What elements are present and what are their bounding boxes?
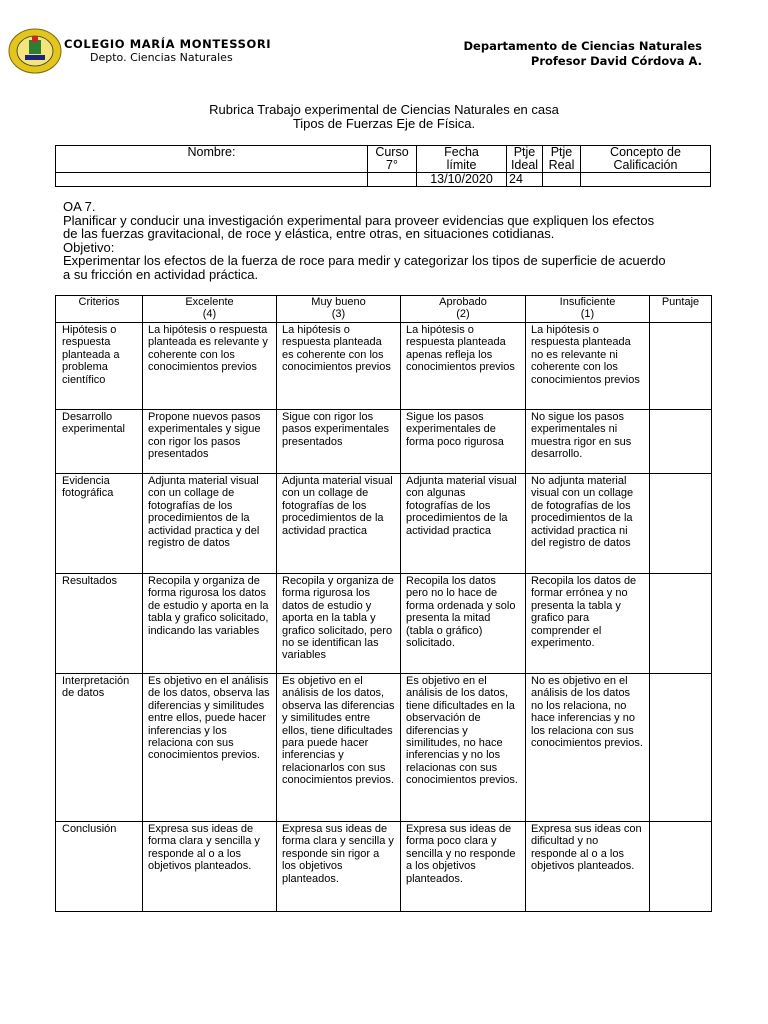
grade-concept-label-1: Concepto de — [610, 145, 681, 159]
insuficiente-points: (1) — [580, 308, 595, 320]
insuficiente-cell: Recopila los datos de formar errónea y no presenta la tabla y grafico para comprender el experimento. — [526, 574, 650, 674]
objective-label: Objetivo: — [63, 239, 115, 255]
course-cell — [368, 146, 417, 173]
real-score-value-cell[interactable] — [543, 173, 581, 187]
course-label: Curso — [375, 145, 409, 159]
deadline-label-2: límite — [446, 158, 477, 172]
grade-concept-cell — [581, 146, 711, 173]
real-score-label-1: Ptje — [550, 145, 573, 159]
aprobado-cell: Adjunta material visual con algunas fotografías de los procedimientos de la actividad practica — [401, 474, 526, 574]
header-excelente — [143, 296, 277, 323]
aprobado-cell: Sigue los pasos experimentales de forma poco rigurosa — [401, 410, 526, 474]
excelente-label: Excelente — [185, 296, 234, 308]
objective-text-line-2: a su fricción en actividad práctica. — [63, 266, 259, 282]
score-cell[interactable] — [650, 410, 712, 474]
excelente-cell: La hipótesis o respuesta planteada es relevante y coherente con los conocimientos previos — [143, 323, 277, 410]
aprobado-cell: Expresa sus ideas de forma poco clara y sencilla y no responde a los objetivos planteados. — [401, 822, 526, 912]
excelente-points: (4) — [202, 308, 217, 320]
score-cell[interactable] — [650, 474, 712, 574]
muy-bueno-cell: La hipótesis o respuesta planteada es coherente con los conocimientos previos — [277, 323, 401, 410]
objective-text-line-1: Experimentar los efectos de la fuerza de roce para medir y categorizar los tipos de superficie de acuerdo — [63, 253, 666, 269]
deadline-cell — [417, 146, 507, 173]
ideal-score-label-1: Ptje — [513, 145, 536, 159]
score-cell[interactable] — [650, 323, 712, 410]
department-info — [464, 39, 703, 69]
oa-text-line-1: Planificar y conducir una investigación experimental para proveer evidencias que expliquen los efectos — [63, 212, 655, 228]
student-info-table — [55, 145, 711, 187]
real-score-label-2: Real — [548, 158, 575, 172]
table-row — [56, 674, 712, 822]
aprobado-points: (2) — [456, 308, 470, 320]
ideal-score-label-2: Ideal — [510, 158, 539, 172]
muy-bueno-cell: Expresa sus ideas de forma clara y sencilla y responde sin rigor a los objetivos planteados. — [277, 822, 401, 912]
course-value: 7° — [386, 158, 398, 172]
deadline-value: 13/10/2020 — [417, 173, 507, 187]
table-row — [56, 822, 712, 912]
puntaje-label: Puntaje — [661, 296, 700, 308]
table-row — [56, 323, 712, 410]
score-cell[interactable] — [650, 574, 712, 674]
excelente-cell: Propone nuevos pasos experimentales y sigue con rigor los pasos presentados — [143, 410, 277, 474]
score-cell[interactable] — [650, 822, 712, 912]
header-insuficiente — [526, 296, 650, 323]
insuficiente-cell: No es objetivo en el análisis de los datos no los relaciona, no hace inferencias y no los relaciona con sus conocimientos previos. — [526, 674, 650, 822]
score-cell[interactable] — [650, 674, 712, 822]
name-label: Nombre: — [187, 145, 236, 159]
oa-text-line-2: de las fuerzas gravitacional, de roce y elástica, entre otras, en situaciones cotidianas. — [63, 226, 555, 242]
criterion-cell: Interpretación de datos — [56, 674, 143, 822]
department-name: Departamento de Ciencias Naturales — [463, 39, 702, 53]
criterion-cell: Hipótesis o respuesta planteada a problema científico — [56, 323, 143, 410]
aprobado-cell: Recopila los datos pero no lo hace de forma ordenada y solo presenta la mitad (tabla o gráfico) solicitado. — [401, 574, 526, 674]
insuficiente-label: Insuficiente — [559, 296, 616, 308]
rubric-header-row — [56, 296, 712, 323]
oa-code: OA 7. — [63, 199, 96, 214]
rubric-table — [55, 295, 712, 912]
muy-bueno-cell: Es objetivo en el análisis de los datos, observa las diferencias y similitudes entre ellos, tiene dificultades para puede hacer inferencias y relacionarlos con sus conocimientos previos. — [277, 674, 401, 822]
aprobado-cell: La hipótesis o respuesta planteada apenas refleja los conocimientos previos — [401, 323, 526, 410]
muy-bueno-cell: Adjunta material visual con un collage de fotografías de los procedimientos de la actividad practica — [277, 474, 401, 574]
criterion-cell: Evidencia fotográfica — [56, 474, 143, 574]
deadline-label-1: Fecha — [444, 145, 479, 159]
name-cell — [56, 146, 368, 173]
header-aprobado — [401, 296, 526, 323]
aprobado-label: Aprobado — [439, 296, 487, 308]
muy-bueno-cell: Recopila y organiza de forma rigurosa los datos de estudio y aporta en la tabla y grafico solicitado, pero no se identifican las variables — [277, 574, 401, 674]
header-puntaje — [650, 296, 712, 323]
excelente-cell: Recopila y organiza de forma rigurosa los datos de estudio y aporta en la tabla y grafico solicitado, indicando las variables — [143, 574, 277, 674]
school-department: Depto. Ciencias Naturales — [90, 51, 233, 64]
title-line-2: Tipos de Fuerzas Eje de Física. — [292, 116, 476, 131]
aprobado-cell: Es objetivo en el análisis de los datos, tiene dificultades en la observación de diferencias y similitudes, no hace inferencias y no los relacionas con sus conocimientos previos. — [401, 674, 526, 822]
document-title — [0, 103, 768, 131]
school-name: COLEGIO MARÍA MONTESSORI — [64, 37, 272, 51]
ideal-score-cell — [507, 146, 543, 173]
grade-concept-label-2: Calificación — [613, 158, 678, 172]
criterion-cell: Conclusión — [56, 822, 143, 912]
title-line-1: Rubrica Trabajo experimental de Ciencias Naturales en casa — [209, 102, 559, 117]
insuficiente-cell: No sigue los pasos experimentales ni muestra rigor en sus desarrollo. — [526, 410, 650, 474]
excelente-cell: Expresa sus ideas de forma clara y sencilla y responde al o a los objetivos planteados. — [143, 822, 277, 912]
insuficiente-cell: Expresa sus ideas con dificultad y no responde al o a los objetivos planteados. — [526, 822, 650, 912]
muy-bueno-label: Muy bueno — [311, 296, 366, 308]
real-score-cell — [543, 146, 581, 173]
table-row — [56, 410, 712, 474]
table-row — [56, 474, 712, 574]
criterion-cell: Desarrollo experimental — [56, 410, 143, 474]
table-row — [56, 574, 712, 674]
excelente-cell: Es objetivo en el análisis de los datos, observa las diferencias y similitudes entre ellos, puede hacer inferencias y los relaciona con sus conocimientos previos. — [143, 674, 277, 822]
header-criterios — [56, 296, 143, 323]
criterion-cell: Resultados — [56, 574, 143, 674]
excelente-cell: Adjunta material visual con un collage de fotografías de los procedimientos de la actividad practica y del registro de datos — [143, 474, 277, 574]
name-value-cell[interactable] — [56, 173, 368, 187]
insuficiente-cell: La hipótesis o respuesta planteada no es relevante ni coherente con los conocimientos previos — [526, 323, 650, 410]
ideal-score-value: 24 — [507, 173, 543, 187]
muy-bueno-points: (3) — [331, 308, 346, 320]
header-muy-bueno — [277, 296, 401, 323]
insuficiente-cell: No adjunta material visual con un collage de fotografías de los procedimientos de la actividad practica ni del registro de datos — [526, 474, 650, 574]
grade-concept-value-cell[interactable] — [581, 173, 711, 187]
course-blank-cell — [368, 173, 417, 187]
learning-objective-block — [63, 200, 713, 282]
muy-bueno-cell: Sigue con rigor los pasos experimentales presentados — [277, 410, 401, 474]
school-logo — [8, 28, 62, 74]
criterios-label: Criterios — [78, 296, 120, 308]
teacher-name: Profesor David Córdova A. — [530, 54, 702, 68]
